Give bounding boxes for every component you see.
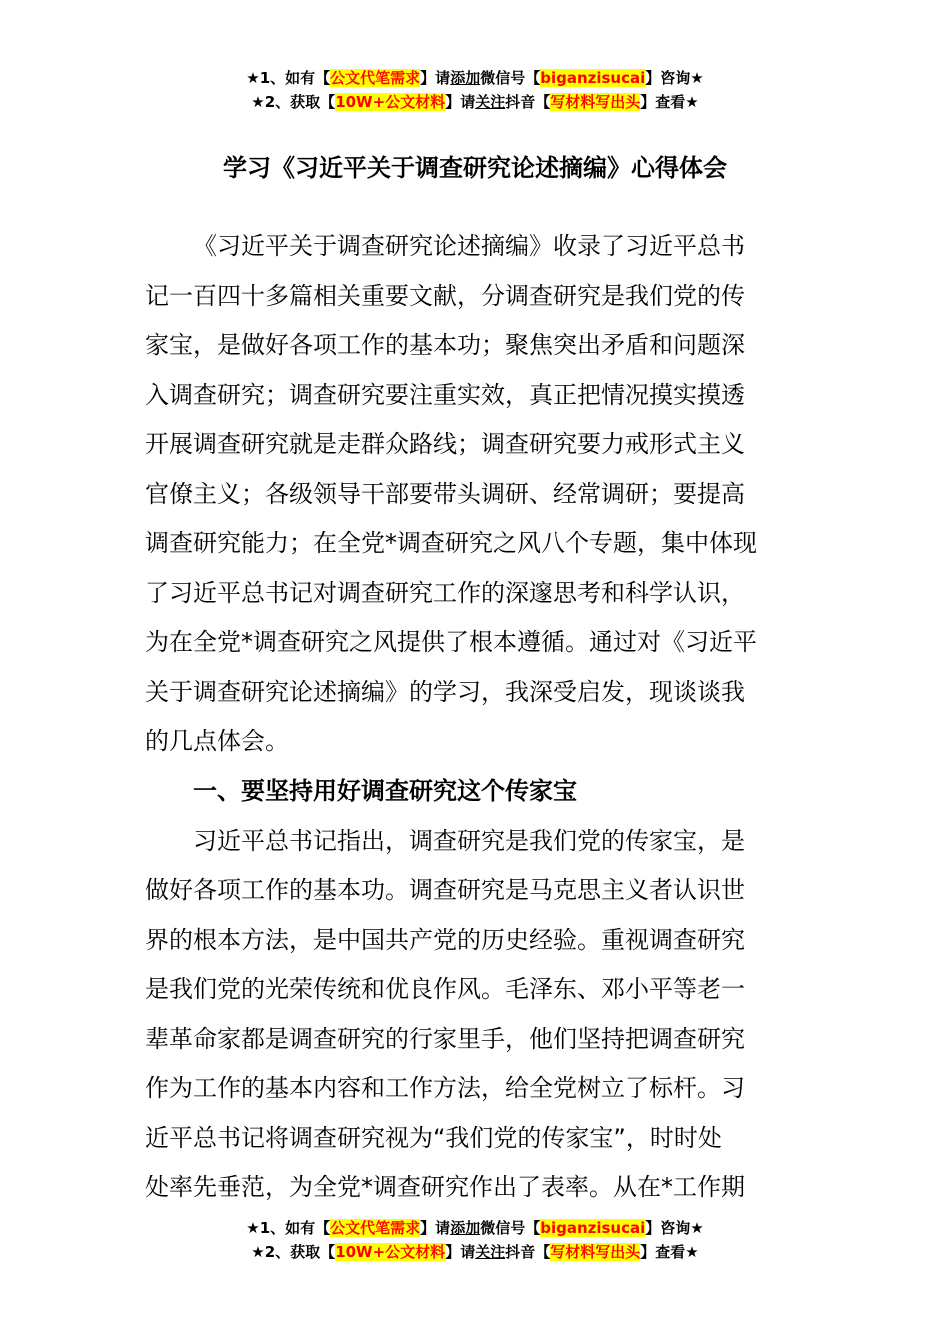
banner-text: 】请 <box>445 1243 476 1261</box>
text-line: 辈革命家都是调查研究的行家里手，他们坚持把调查研究 <box>145 1024 745 1053</box>
underlined-text: 关注 <box>475 93 506 111</box>
highlight-materials: 10W+公文材料 <box>335 1243 446 1261</box>
banner-text: ★1、如有【 <box>246 1219 331 1237</box>
text-line: 《习近平关于调查研究论述摘编》收录了习近平总书 <box>193 232 745 260</box>
text-line: 处率先垂范，为全党*调查研究作出了表率。从在*工作期 <box>145 1173 745 1201</box>
banner-text: ★2、获取【 <box>251 1243 336 1261</box>
banner-line-1 <box>0 1216 950 1240</box>
banner-text: 】请 <box>420 1219 451 1237</box>
banner-text: 】咨询★ <box>645 69 704 87</box>
banner-text: ★1、如有【 <box>246 69 331 87</box>
highlight-douyin: 写材料写出头 <box>550 93 641 111</box>
text-line: 为在全党*调查研究之风提供了根本遵循。通过对《习近平 <box>145 628 757 656</box>
underlined-text: 关注 <box>475 1243 506 1261</box>
paragraph-intro <box>145 222 810 767</box>
banner-line-2 <box>0 1240 950 1264</box>
highlight-service: 公文代笔需求 <box>330 69 421 87</box>
document-title: 学习《习近平关于调查研究论述摘编》心得体会 <box>223 154 727 182</box>
text-line: 关于调查研究论述摘编》的学习，我深受启发，现谈谈我 <box>145 677 745 706</box>
banner-text: ★2、获取【 <box>251 93 336 111</box>
banner-text: 】请 <box>420 69 451 87</box>
text-line: 做好各项工作的基本功。调查研究是马克思主义者认识世 <box>145 876 745 904</box>
text-line: 了习近平总书记对调查研究工作的深邃思考和科学认识， <box>145 578 745 607</box>
section-heading: 一、要坚持用好调查研究这个传家宝 <box>193 777 577 805</box>
banner-text: 微信号【 <box>480 69 541 87</box>
text-line: 的几点体会。 <box>145 727 289 755</box>
text-line: 是我们党的光荣传统和优良作风。毛泽东、邓小平等老一 <box>145 975 745 1003</box>
banner-text: 】请 <box>445 93 476 111</box>
underlined-text: 添加 <box>450 1219 481 1237</box>
banner-line-1 <box>0 66 950 90</box>
text-line: 家宝，是做好各项工作的基本功；聚焦突出矛盾和问题深 <box>145 331 745 359</box>
banner-text: 】查看★ <box>640 1243 699 1261</box>
underlined-text: 添加 <box>450 69 481 87</box>
text-line: 近平总书记将调查研究视为“我们党的传家宝”，时时处 <box>145 1123 722 1152</box>
banner-text: 】查看★ <box>640 93 699 111</box>
text-line: 界的根本方法，是中国共产党的历史经验。重视调查研究 <box>145 925 745 954</box>
text-line: 入调查研究；调查研究要注重实效，真正把情况摸实摸透 <box>145 380 745 409</box>
banner-text: 】咨询★ <box>645 1219 704 1237</box>
footer-banner <box>0 1216 950 1264</box>
text-line: 调查研究能力；在全党*调查研究之风八个专题，集中体现 <box>145 529 757 557</box>
text-line: 作为工作的基本内容和工作方法，给全党树立了标杆。习 <box>145 1074 745 1102</box>
text-line: 习近平总书记指出，调查研究是我们党的传家宝，是 <box>193 826 745 855</box>
banner-text: 微信号【 <box>480 1219 541 1237</box>
banner-text: 抖音【 <box>505 1243 551 1261</box>
highlight-wechat-id: biganzisucai <box>540 1219 646 1237</box>
highlight-douyin: 写材料写出头 <box>550 1243 641 1261</box>
highlight-materials: 10W+公文材料 <box>335 93 446 111</box>
section-1 <box>145 767 810 1213</box>
banner-text: 抖音【 <box>505 93 551 111</box>
highlight-wechat-id: biganzisucai <box>540 69 646 87</box>
text-line: 开展调查研究就是走群众路线；调查研究要力戒形式主义 <box>145 430 745 458</box>
banner-line-2 <box>0 90 950 114</box>
text-line: 官僚主义；各级领导干部要带头调研、经常调研；要提高 <box>145 479 745 508</box>
text-line: 记一百四十多篇相关重要文献，分调查研究是我们党的传 <box>145 281 745 310</box>
header-banner <box>0 66 950 114</box>
highlight-service: 公文代笔需求 <box>330 1219 421 1237</box>
